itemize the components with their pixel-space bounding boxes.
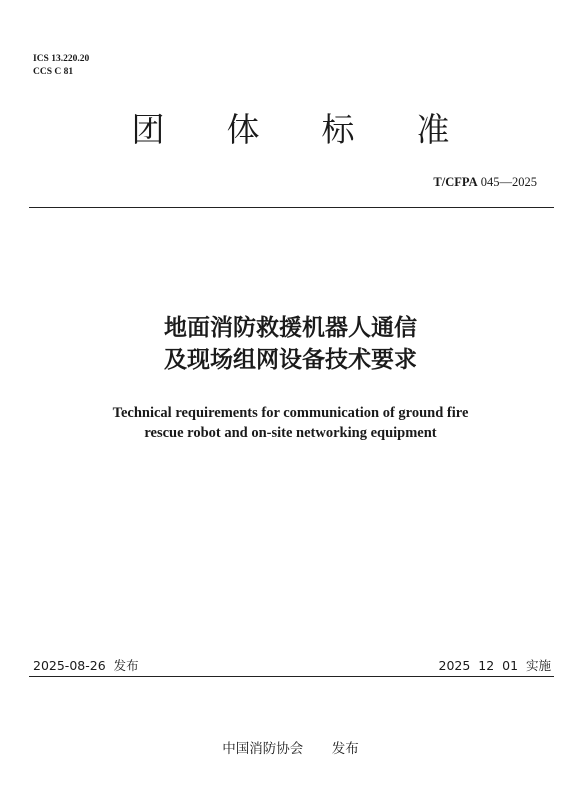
chinese-title <box>0 312 581 376</box>
english-title-line-2: rescue robot and on-site networking equipment <box>144 425 437 441</box>
standard-code: T/CFPA <box>433 175 478 189</box>
standard-number <box>433 174 537 190</box>
standard-type-heading: 团体标准 <box>131 110 512 149</box>
top-divider <box>29 207 554 208</box>
english-title-line-1: Technical requirements for communication of ground fire <box>112 405 469 421</box>
ics-code: ICS 13.220.20 <box>33 54 90 64</box>
bottom-divider <box>29 676 554 677</box>
ccs-code: CCS C 81 <box>33 67 74 77</box>
issue-date: 2025-08-26 发布 <box>33 658 139 673</box>
standard-year-number: 045—2025 <box>480 175 537 189</box>
chinese-title-line-2: 及现场组网设备技术要求 <box>164 347 417 373</box>
english-title <box>0 403 581 443</box>
implementation-date: 2025 12 01 实施 <box>438 658 551 673</box>
publisher: 中国消防协会 发布 <box>222 741 359 757</box>
chinese-title-line-1: 地面消防救援机器人通信 <box>164 315 417 341</box>
